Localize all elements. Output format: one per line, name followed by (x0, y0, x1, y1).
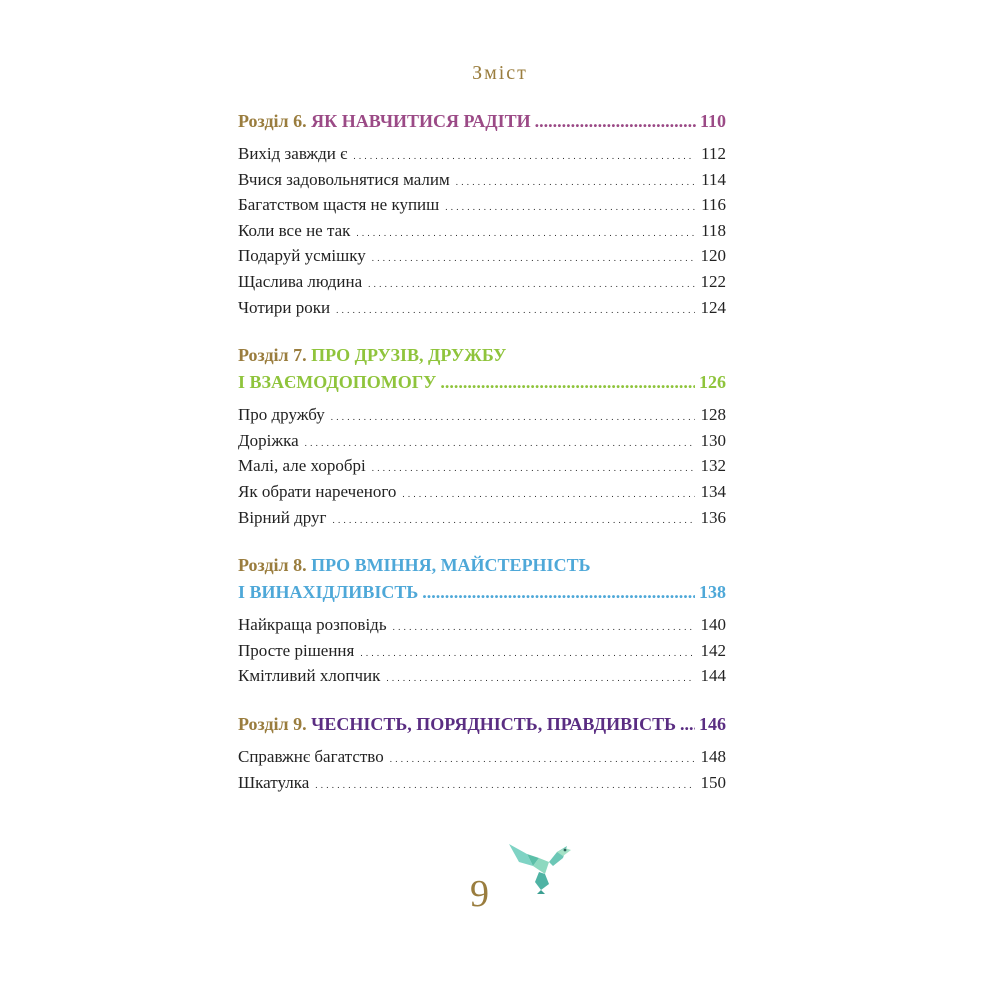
chapter-page: 126 (699, 372, 726, 393)
chapter-label: Розділ 7. (238, 345, 307, 366)
dot-leader (386, 663, 694, 692)
chapter-title-line (238, 342, 726, 369)
entry-title: Як обрати нареченого (238, 481, 397, 501)
toc-entry[interactable] (238, 428, 726, 454)
chapter-title: ЯК НАВЧИТИСЯ РАДІТИ (311, 111, 531, 131)
entry-title: Вчися задовольнятися малим (238, 169, 450, 189)
entry-title: Подаруй усмішку (238, 246, 366, 266)
entry-page: 142 (700, 640, 726, 660)
entry-page: 144 (700, 666, 726, 686)
entry-list (238, 744, 726, 795)
entry-page: 136 (700, 507, 726, 527)
chapter-section-7 (238, 342, 726, 530)
table-of-contents (238, 108, 726, 817)
entry-page: 134 (700, 481, 726, 501)
dot-leader (535, 108, 696, 135)
toc-entry[interactable] (238, 663, 726, 689)
dot-leader (356, 218, 695, 247)
toc-entry[interactable] (238, 402, 726, 428)
dot-leader (680, 711, 695, 738)
entry-title: Справжнє багатство (238, 746, 384, 766)
entry-page: 120 (700, 246, 726, 266)
entry-title: Чотири роки (238, 297, 331, 317)
chapter-section-6 (238, 108, 726, 320)
chapter-heading[interactable] (238, 711, 726, 738)
entry-page: 112 (701, 144, 726, 163)
dot-leader (336, 295, 694, 324)
dot-leader (422, 579, 695, 606)
dot-leader (390, 744, 695, 773)
entry-page: 118 (701, 220, 726, 240)
dot-leader (353, 141, 695, 170)
entry-page: 150 (700, 772, 726, 792)
entry-title: Кмітливий хлопчик (238, 666, 381, 686)
page-heading: Зміст (472, 62, 528, 84)
chapter-page: 146 (699, 713, 726, 734)
toc-entry[interactable] (238, 505, 726, 531)
chapter-title: ПРО ДРУЗІВ, ДРУЖБУ (311, 345, 507, 366)
chapter-page: 110 (699, 111, 726, 131)
entry-page: 122 (700, 271, 726, 291)
dot-leader (445, 192, 695, 221)
dot-leader (372, 243, 695, 272)
toc-entry[interactable] (238, 479, 726, 505)
entry-title: Про дружбу (238, 405, 325, 425)
toc-entry[interactable] (238, 744, 726, 770)
entry-page: 148 (700, 746, 726, 766)
toc-entry[interactable] (238, 770, 726, 796)
entry-title: Доріжка (238, 430, 299, 450)
dot-leader (360, 638, 694, 667)
entry-page: 140 (700, 615, 726, 635)
entry-title: Шкатулка (238, 772, 310, 792)
entry-title: Щаслива людина (238, 271, 363, 291)
entry-list (238, 612, 726, 689)
toc-entry[interactable] (238, 295, 726, 321)
dot-leader (372, 453, 695, 482)
toc-entry[interactable] (238, 192, 726, 218)
entry-title: Найкраща розповідь (238, 615, 387, 635)
chapter-label: Розділ 9. (238, 713, 307, 734)
chapter-row (238, 711, 726, 738)
chapter-section-9 (238, 711, 726, 795)
dot-leader (393, 612, 695, 641)
chapter-heading[interactable] (238, 342, 726, 396)
chapter-row (238, 369, 726, 396)
entry-title: Вихід завжди є (238, 144, 348, 163)
dot-leader (333, 505, 695, 534)
entry-title: Просте рішення (238, 640, 355, 660)
chapter-page: 138 (699, 582, 726, 603)
chapter-row (238, 108, 726, 135)
chapter-label: Розділ 8. (238, 555, 307, 576)
dot-leader (456, 167, 695, 196)
entry-page: 114 (701, 169, 726, 189)
chapter-section-8 (238, 552, 726, 689)
dot-leader (368, 269, 694, 298)
toc-entry[interactable] (238, 243, 726, 269)
toc-entry[interactable] (238, 453, 726, 479)
entry-title: Малі, але хоробрі (238, 456, 366, 476)
chapter-heading[interactable] (238, 552, 726, 606)
entry-page: 132 (700, 456, 726, 476)
entry-page: 128 (700, 405, 726, 425)
entry-title: Багатством щастя не купиш (238, 195, 440, 215)
page-number: 9 (470, 873, 489, 915)
dot-leader (440, 369, 695, 396)
dot-leader (315, 770, 694, 799)
entry-list (238, 141, 726, 320)
chapter-title: ПРО ВМІННЯ, МАЙСТЕРНІСТЬ (311, 555, 591, 576)
chapter-label: Розділ 6. (238, 111, 307, 131)
dot-leader (331, 402, 695, 431)
toc-entry[interactable] (238, 612, 726, 638)
chapter-title-continued: І ВЗАЄМОДОПОМОГУ (238, 372, 437, 393)
entry-list (238, 402, 726, 530)
entry-page: 124 (700, 297, 726, 317)
entry-page: 130 (700, 430, 726, 450)
entry-title: Коли все не так (238, 220, 351, 240)
chapter-row (238, 579, 726, 606)
chapter-title: ЧЕСНІСТЬ, ПОРЯДНІСТЬ, ПРАВДИВІСТЬ (311, 713, 677, 734)
entry-title: Вірний друг (238, 507, 327, 527)
chapter-heading[interactable] (238, 108, 726, 135)
toc-entry[interactable] (238, 167, 726, 193)
toc-entry[interactable] (238, 269, 726, 295)
dot-leader (305, 428, 695, 457)
bird-icon (505, 836, 575, 896)
dot-leader (402, 479, 694, 508)
chapter-title-continued: І ВИНАХІДЛИВІСТЬ (238, 582, 419, 603)
chapter-title-line (238, 552, 726, 579)
toc-entry[interactable] (238, 218, 726, 244)
toc-entry[interactable] (238, 141, 726, 167)
entry-page: 116 (701, 195, 726, 215)
toc-entry[interactable] (238, 638, 726, 664)
